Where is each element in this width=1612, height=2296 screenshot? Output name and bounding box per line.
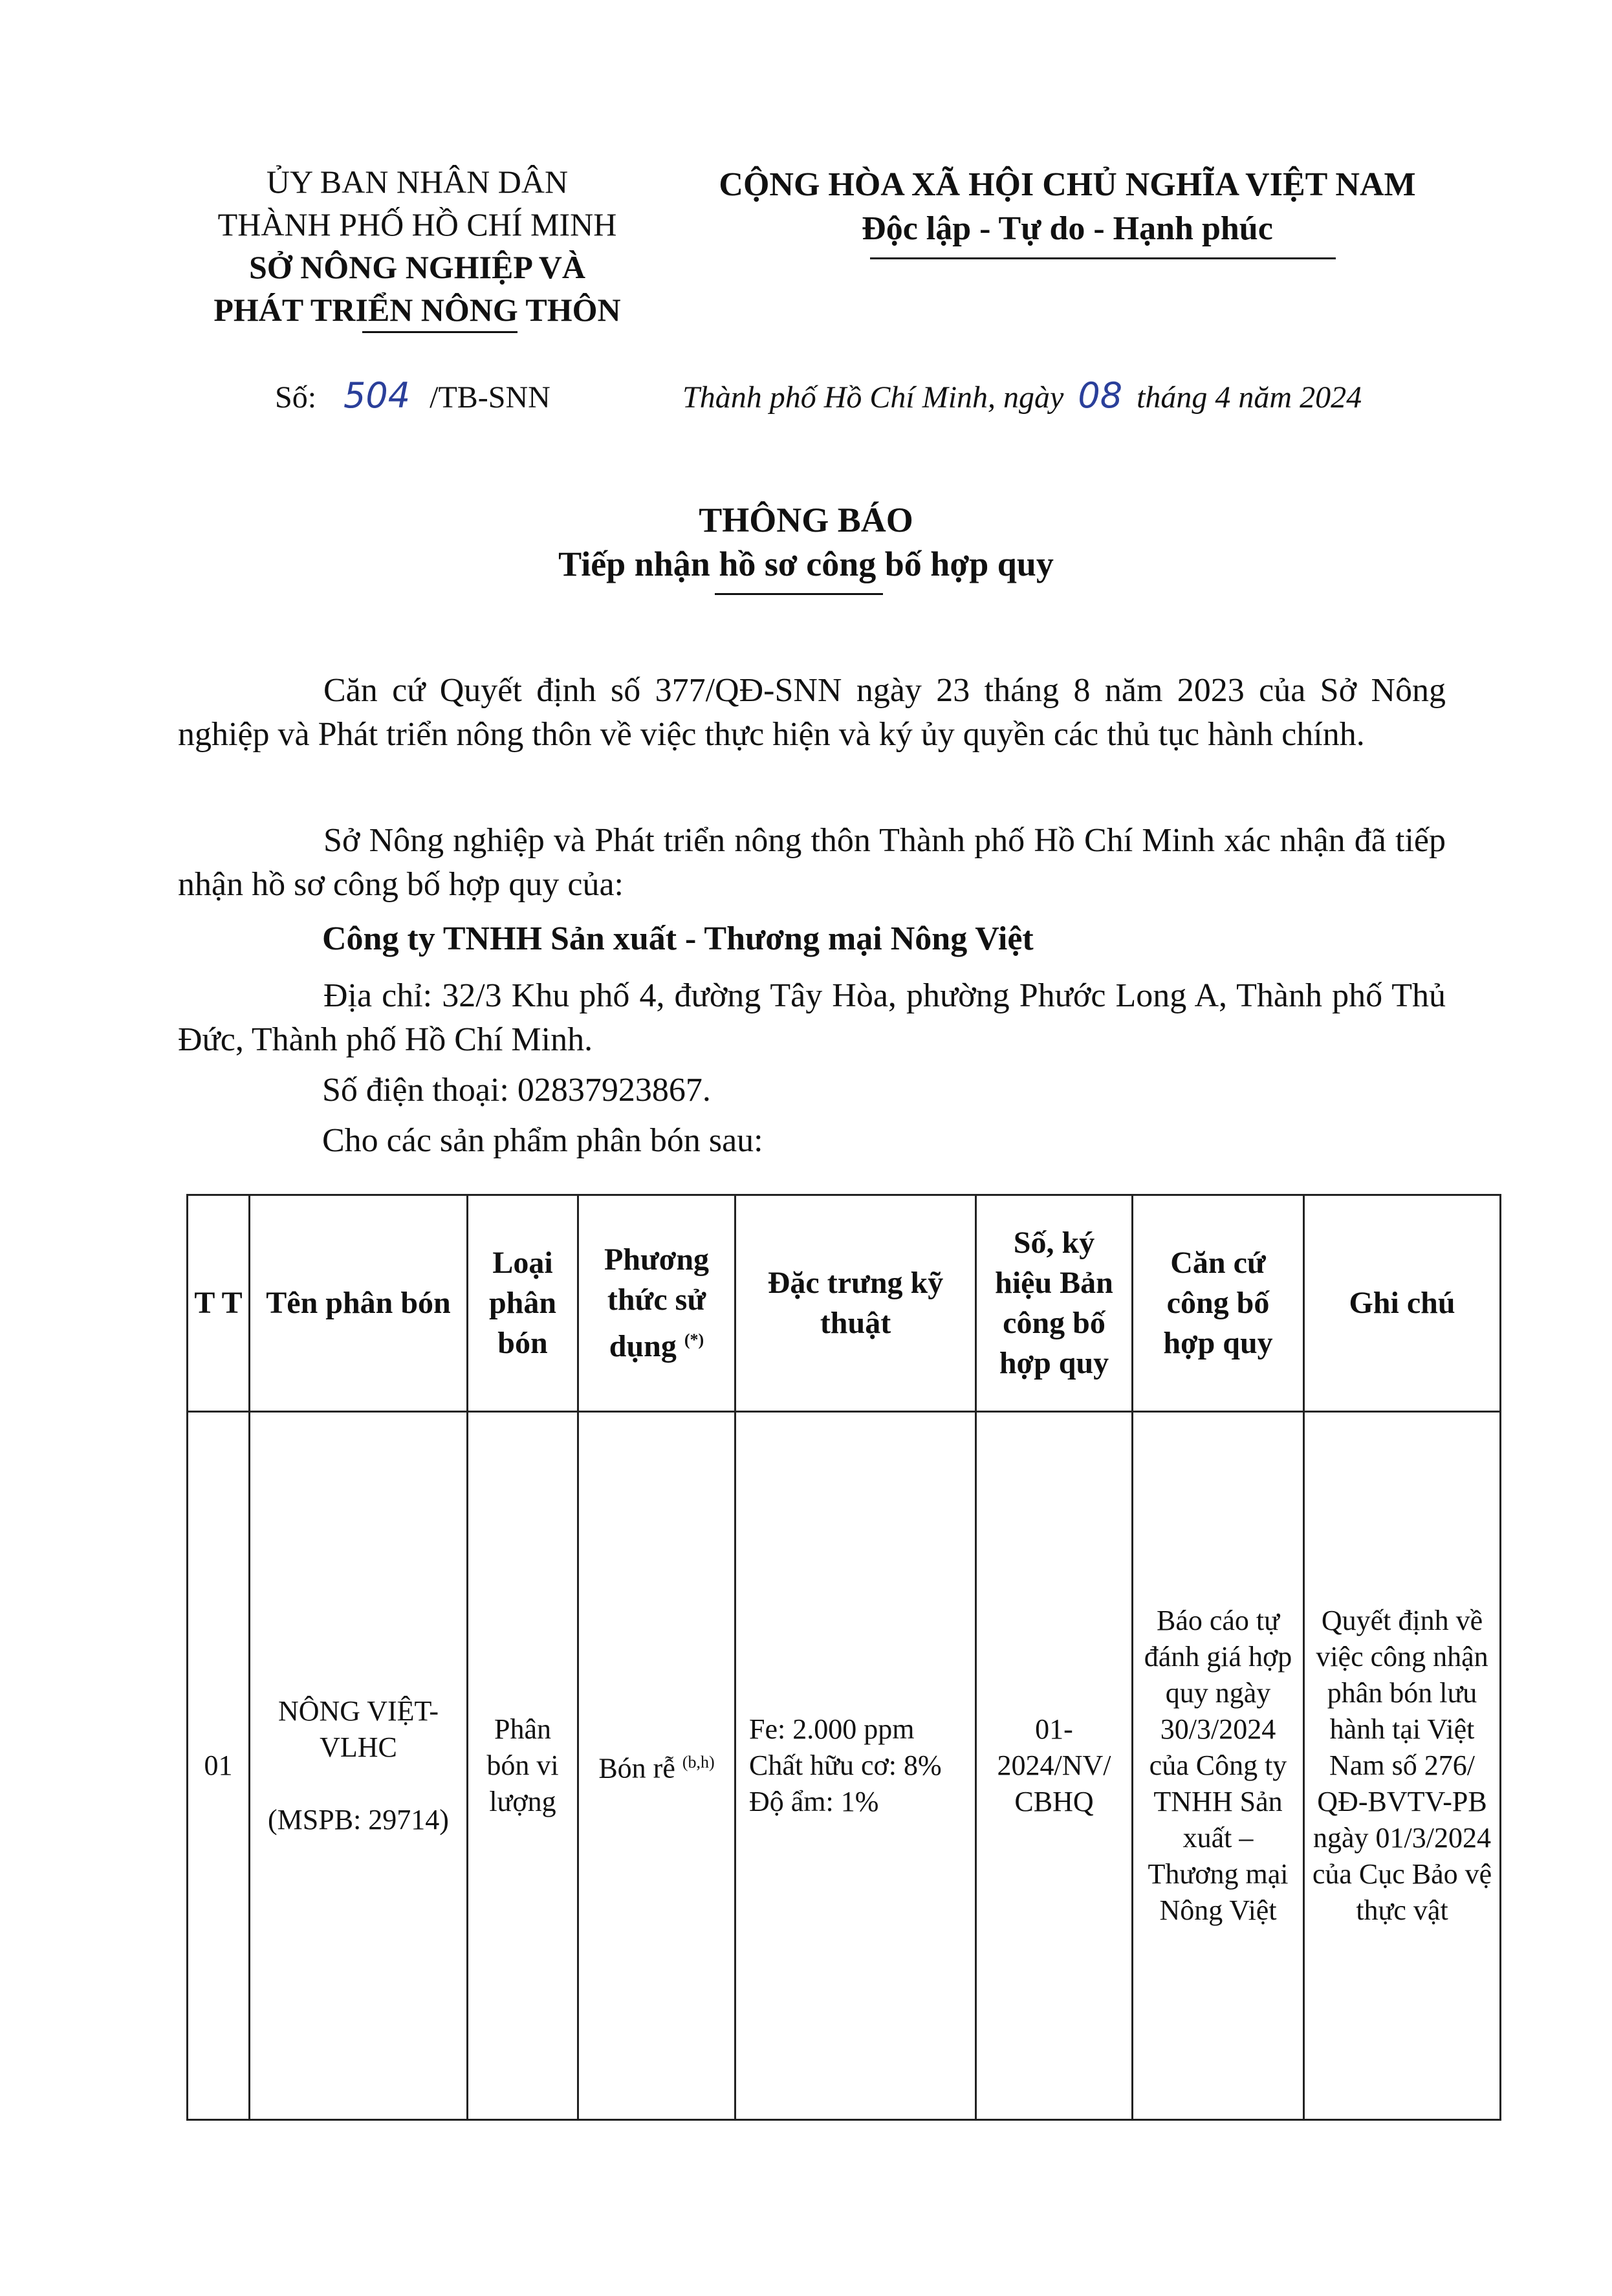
usage-method-mark: (*) (684, 1330, 704, 1349)
issuing-authority (171, 160, 663, 331)
place-date-prefix: Thành phố Hồ Chí Minh, ngày (682, 380, 1064, 415)
company-address: Địa chỉ: 32/3 Khu phố 4, đường Tây Hòa, phường Phước Long A, Thành phố Thủ Đức, Thành phố Hồ Chí Minh. (178, 977, 1446, 1058)
authority-line-2: THÀNH PHỐ HỒ CHÍ MINH (217, 206, 617, 243)
spec-organic-matter: Chất hữu cơ: 8% (749, 1749, 942, 1781)
company-name: Công ty TNHH Sản xuất - Thương mại Nông Việt (322, 920, 1034, 957)
number-label: Số: (275, 380, 317, 415)
authority-line-1: ỦY BAN NHÂN DÂN (266, 164, 569, 200)
cell-declaration-number: 01-2024/NV/ CBHQ (976, 1412, 1133, 2120)
header-declaration-basis: Căn cứ công bố hợp quy (1133, 1195, 1304, 1412)
document-title (0, 498, 1612, 586)
country-name: CỘNG HÒA XÃ HỘI CHỦ NGHĨA VIỆT NAM (719, 166, 1416, 203)
authority-line-3: SỞ NÔNG NGHIỆP VÀ (249, 249, 585, 285)
confirmation-paragraph: Sở Nông nghiệp và Phát triển nông thôn Thành phố Hồ Chí Minh xác nhận đã tiếp nhận hồ sơ công bố hợp quy của: (178, 822, 1446, 903)
document-number (275, 375, 550, 416)
usage-method: Bón rễ (598, 1752, 675, 1784)
table-row (188, 1412, 1501, 2120)
header-tt: T T (188, 1195, 250, 1412)
number-suffix: /TB-SNN (430, 380, 550, 415)
handwritten-number: 504 (343, 375, 411, 416)
cell-usage-method (578, 1412, 735, 2120)
header-usage-method (578, 1195, 735, 1412)
title-underline (715, 593, 883, 595)
fertilizer-name: NÔNG VIỆT-VLHC (278, 1695, 439, 1763)
header-technical-specs: Đặc trưng kỹ thuật (735, 1195, 976, 1412)
authority-line-4: PHÁT TRIỂN NÔNG THÔN (213, 292, 621, 328)
usage-method-label: Phương thức sử dụng (604, 1242, 710, 1363)
spec-moisture: Độ ẩm: 1% (749, 1786, 879, 1817)
cell-technical-specs (735, 1412, 976, 2120)
cell-notes: Quyết định về việc công nhận phân bón lưu hành tại Việt Nam số 276/ QĐ-BVTV-PB ngày 01/3/2024 của Cục Bảo vệ thực vật (1304, 1412, 1501, 2120)
cell-declaration-basis: Báo cáo tự đánh giá hợp quy ngày 30/3/2024 của Công ty TNHH Sản xuất – Thương mại Nông Việt (1133, 1412, 1304, 2120)
title-sub: Tiếp nhận hồ sơ công bố hợp quy (558, 545, 1054, 583)
table-header-row (188, 1195, 1501, 1412)
title-main: THÔNG BÁO (699, 501, 913, 539)
header-notes: Ghi chú (1304, 1195, 1501, 1412)
place-date (682, 375, 1362, 416)
cell-fertilizer-type: Phân bón vi lượng (468, 1412, 578, 2120)
cell-tt: 01 (188, 1412, 250, 2120)
spec-iron: Fe: 2.000 ppm (749, 1713, 915, 1745)
table-intro: Cho các sản phẩm phân bón sau: (322, 1122, 763, 1159)
motto: Độc lập - Tự do - Hạnh phúc (862, 210, 1273, 247)
header-fertilizer-type: Loại phân bón (468, 1195, 578, 1412)
handwritten-day: 08 (1078, 375, 1123, 416)
usage-method-note: (b,h) (682, 1753, 715, 1772)
company-phone: Số điện thoại: 02837923867. (322, 1072, 711, 1109)
legal-basis-paragraph: Căn cứ Quyết định số 377/QĐ-SNN ngày 23 tháng 8 năm 2023 của Sở Nông nghiệp và Phát triển nông thôn về việc thực hiện và ký ủy quyền các thủ tục hành chính. (178, 672, 1446, 753)
cell-fertilizer-name (250, 1412, 468, 2120)
national-motto (686, 163, 1449, 251)
header-declaration-number: Số, ký hiệu Bản công bố hợp quy (976, 1195, 1133, 1412)
header-fertilizer-name: Tên phân bón (250, 1195, 468, 1412)
authority-underline (362, 331, 517, 333)
place-date-suffix: tháng 4 năm 2024 (1137, 380, 1362, 415)
motto-underline (870, 257, 1336, 259)
fertilizer-table (186, 1194, 1501, 2121)
fertilizer-code: (MSPB: 29714) (268, 1804, 449, 1836)
